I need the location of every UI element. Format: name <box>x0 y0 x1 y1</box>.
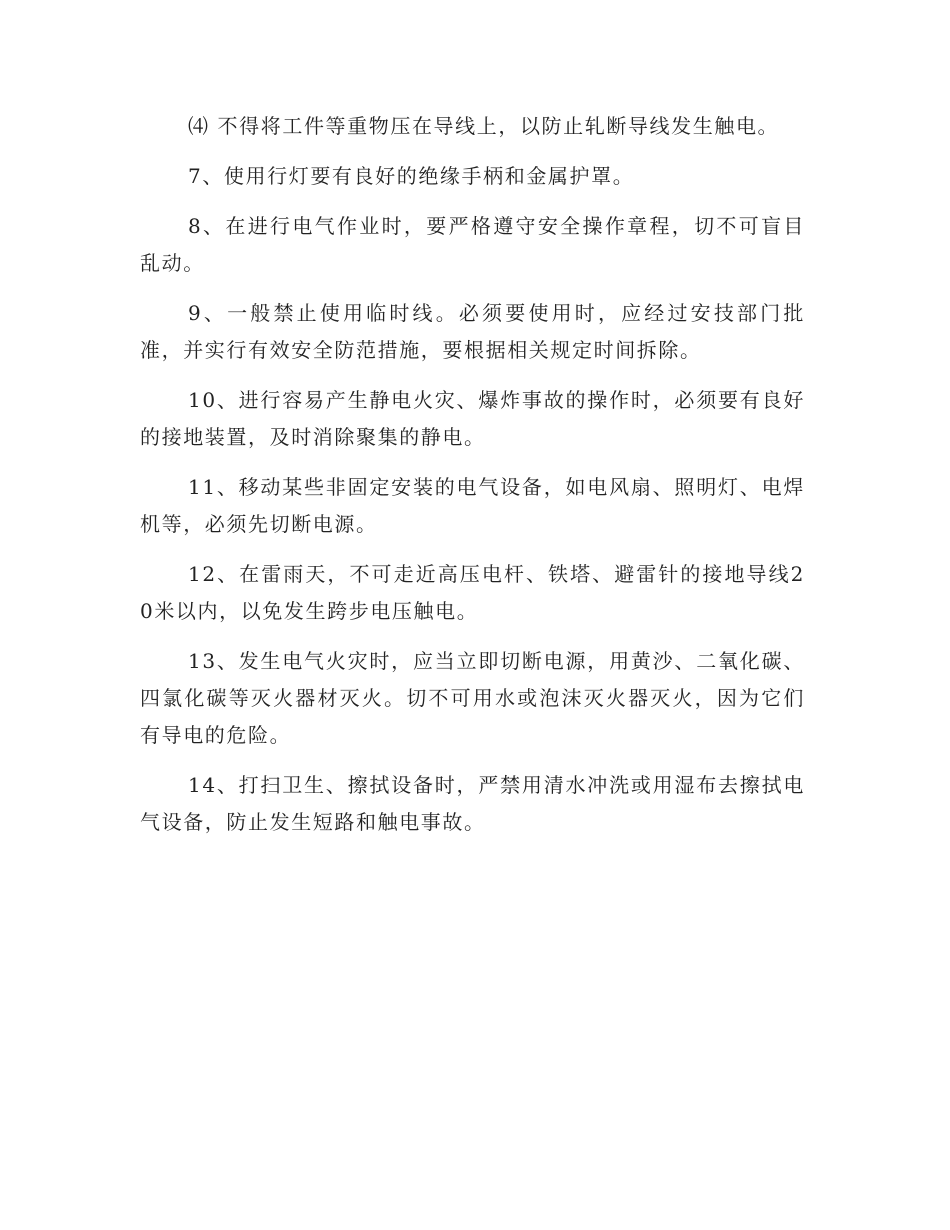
document-body <box>140 108 805 854</box>
paragraph-item-14: 14、打扫卫生、擦拭设备时，严禁用清水冲洗或用湿布去擦拭电气设备，防止发生短路和触电事故。 <box>140 773 805 834</box>
paragraph-item-13: 13、发生电气火灾时，应当立即切断电源，用黄沙、二氧化碳、四氯化碳等灭火器材灭火。切不可用水或泡沫灭火器灭火，因为它们有导电的危险。 <box>140 649 805 747</box>
paragraph-item-12: 12、在雷雨天，不可走近高压电杆、铁塔、避雷针的接地导线20米以内，以免发生跨步电压触电。 <box>140 562 805 623</box>
paragraph-item-10: 10、进行容易产生静电火灾、爆炸事故的操作时，必须要有良好的接地装置，及时消除聚集的静电。 <box>140 388 805 449</box>
paragraph-item-7: 7、使用行灯要有良好的绝缘手柄和金属护罩。 <box>188 164 635 188</box>
paragraph-item-9: 9、一般禁止使用临时线。必须要使用时，应经过安技部门批准，并实行有效安全防范措施，要根据相关规定时间拆除。 <box>140 301 805 362</box>
paragraph-item-8: 8、在进行电气作业时，要严格遵守安全操作章程，切不可盲目乱动。 <box>140 214 805 275</box>
paragraph-item-4: ⑷ 不得将工件等重物压在导线上，以防止轧断导线发生触电。 <box>188 114 780 138</box>
paragraph-item-11: 11、移动某些非固定安装的电气设备，如电风扇、照明灯、电焊机等，必须先切断电源。 <box>140 475 805 536</box>
